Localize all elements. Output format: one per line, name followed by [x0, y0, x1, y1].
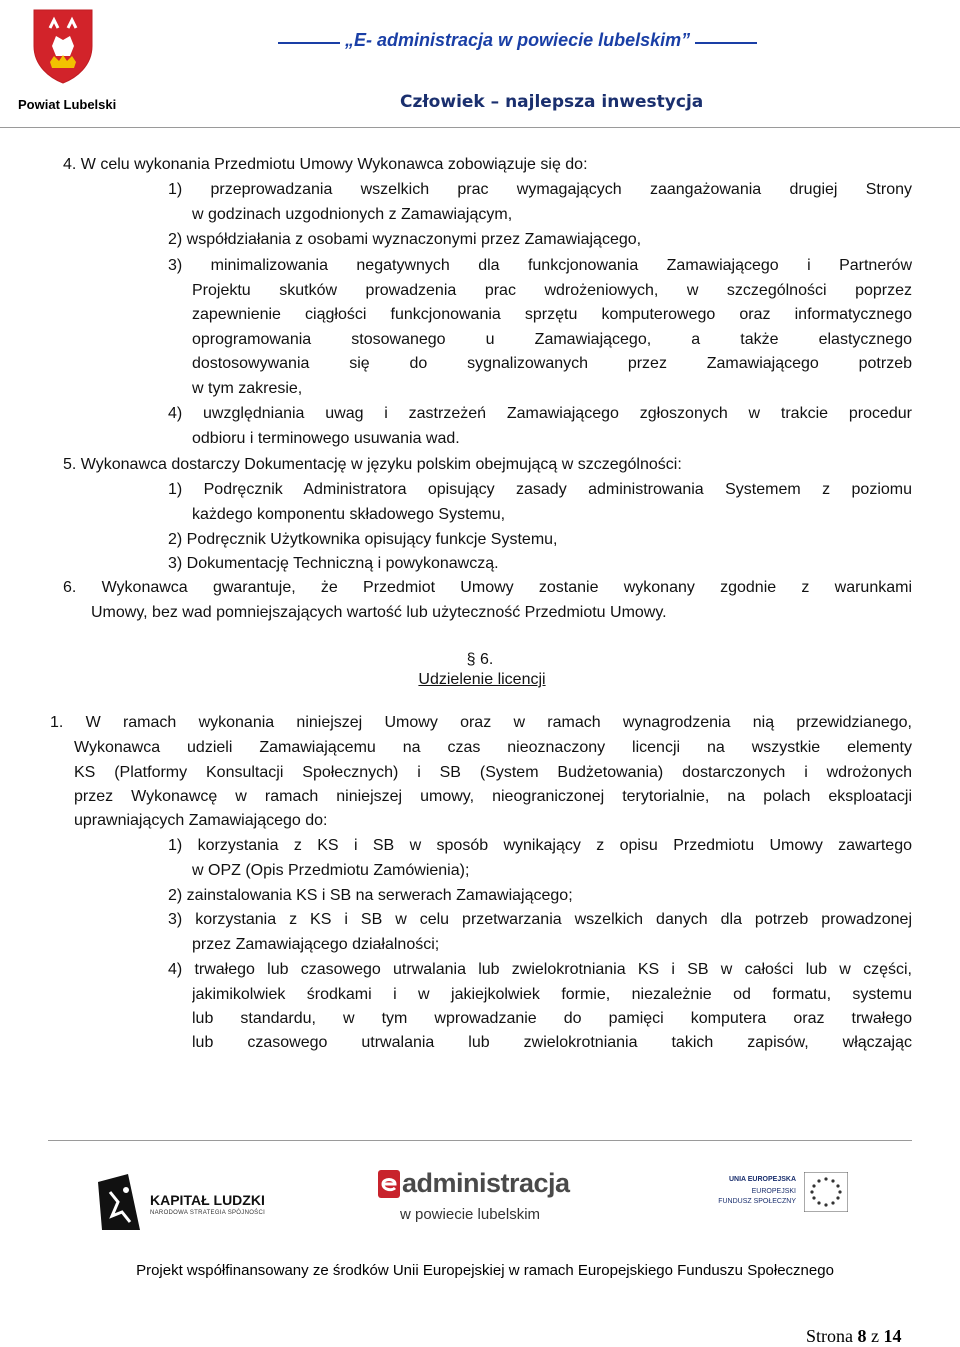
- list-item-cont: dostosowywania się do sygnalizowanych przez Zamawiającego potrzeb: [192, 355, 912, 372]
- page-current: 8: [857, 1326, 867, 1346]
- header-divider: [0, 127, 960, 128]
- page-label: Strona: [806, 1326, 853, 1346]
- list-item-cont: lub czasowego utrwalania lub zwielokrotniania takich zapisów, włączając: [192, 1034, 912, 1051]
- title-rule-right: [695, 42, 757, 44]
- section-title: Udzielenie licencji: [418, 671, 546, 688]
- kapital-ludzki-icon: [96, 1172, 142, 1232]
- eu-flag-icon: [804, 1172, 848, 1212]
- list-item-cont: Projektu skutków prowadzenia prac wdrożeniowych, w szczególności poprzez: [192, 282, 912, 299]
- license-paragraph-cont: przez Wykonawcę w ramach niniejszej umowy, nieograniczonej terytorialnie, na polach eksploatacji: [74, 788, 912, 805]
- coat-of-arms-icon: [30, 6, 96, 84]
- list-item-cont: przez Zamawiającego działalności;: [192, 936, 440, 953]
- kapital-ludzki-sub: NARODOWA STRATEGIA SPÓJNOŚCI: [150, 1210, 266, 1216]
- list-item-cont: każdego komponentu składowego Systemu,: [192, 506, 506, 523]
- e-administracja-name: administracja: [402, 1168, 570, 1198]
- list-item-cont: lub standardu, w tym wprowadzanie do pamięci komputera oraz trwałego: [192, 1010, 912, 1027]
- list-item: 2) zainstalowania KS i SB na serwerach Zamawiającego;: [168, 887, 573, 904]
- list-item-cont: w tym zakresie,: [192, 380, 303, 397]
- header-title: [278, 30, 757, 51]
- title-rule-left: [278, 42, 340, 44]
- page-total: 14: [883, 1326, 902, 1346]
- list-item: 1) Podręcznik Administratora opisujący zasady administrowania Systemem z poziomu: [168, 481, 912, 498]
- list-item: 4) uwzględniania uwag i zastrzeżeń Zamawiającego zgłoszonych w trakcie procedur: [168, 405, 912, 422]
- list-item: 3) minimalizowania negatywnych dla funkcjonowania Zamawiającego i Partnerów: [168, 257, 912, 274]
- header-subtitle: Człowiek – najlepsza inwestycja: [400, 92, 704, 112]
- list-item-cont: w godzinach uzgodnionych z Zamawiającym,: [192, 206, 513, 223]
- footer-project-note: Projekt współfinansowany ze środków Unii Europejskiej w ramach Europejskiego Funduszu Społecznego: [136, 1262, 834, 1279]
- paragraph-5-intro: 5. Wykonawca dostarczy Dokumentację w języku polskim obejmującą w szczególności:: [63, 456, 682, 473]
- paragraph-6-cont: Umowy, bez wad pomniejszających wartość lub użyteczność Przedmiotu Umowy.: [91, 604, 667, 621]
- page-counter: [806, 1326, 902, 1347]
- list-item-cont: oprogramowania stosowanego u Zamawiającego, a także elastycznego: [192, 331, 912, 348]
- e-administracja-logo: [378, 1168, 578, 1228]
- list-item-cont: jakimikolwiek środkami i w jakiejkolwiek formie, niezależnie od formatu, systemu: [192, 986, 912, 1003]
- list-item: 1) przeprowadzania wszelkich prac wymagających zaangażowania drugiej Strony: [168, 181, 912, 198]
- list-item: 2) współdziałania z osobami wyznaczonymi przez Zamawiającego,: [168, 231, 642, 248]
- paragraph-4-intro: 4. W celu wykonania Przedmiotu Umowy Wykonawca zobowiązuje się do:: [63, 156, 588, 173]
- list-item: 4) trwałego lub czasowego utrwalania lub zwielokrotniania KS i SB w całości lub w części,: [168, 961, 912, 978]
- kapital-ludzki-name: KAPITAŁ LUDZKI: [150, 1192, 265, 1208]
- e-administracja-icon: [378, 1170, 400, 1198]
- list-item: 3) korzystania z KS i SB w celu przetwarzania wszelkich danych dla potrzeb prowadzonej: [168, 911, 912, 928]
- list-item-cont: zapewnienie ciągłości funkcjonowania sprzętu komputerowego oraz informatycznego: [192, 306, 912, 323]
- list-item: 3) Dokumentację Techniczną i powykonawczą.: [168, 555, 499, 572]
- list-item-cont: w OPZ (Opis Przedmiotu Zamówienia);: [192, 862, 470, 879]
- eu-line1: UNIA EUROPEJSKA: [728, 1176, 796, 1183]
- list-item-cont: odbioru i terminowego usuwania wad.: [192, 430, 460, 447]
- list-item: 1) korzystania z KS i SB w sposób wynikający z opisu Przedmiotu Umowy zawartego: [168, 837, 912, 854]
- paragraph-6: 6. Wykonawca gwarantuje, że Przedmiot Umowy zostanie wykonany zgodnie z warunkami: [63, 579, 912, 596]
- eu-line3: FUNDUSZ SPOŁECZNY: [718, 1198, 796, 1205]
- eu-logo: [700, 1172, 860, 1216]
- header-title-text: „E- administracja w powiecie lubelskim”: [345, 30, 691, 50]
- license-paragraph-cont: Wykonawca udzieli Zamawiającemu na czas nieoznaczony licencji na wszystkie elementy: [74, 739, 912, 756]
- section-number: § 6.: [466, 651, 494, 668]
- license-paragraph-cont: KS (Platformy Konsultacji Społecznych) i SB (System Budżetowania) dostarczonych i wdrożonych: [74, 764, 912, 781]
- license-paragraph-cont: uprawniających Zamawiającego do:: [74, 812, 328, 829]
- license-paragraph: 1. W ramach wykonania niniejszej Umowy oraz w ramach wynagrodzenia nią przewidzianego,: [50, 714, 912, 731]
- county-name: Powiat Lubelski: [18, 97, 117, 112]
- eu-line2: EUROPEJSKI: [751, 1188, 796, 1195]
- e-administracja-sub: w powiecie lubelskim: [400, 1206, 541, 1223]
- kapital-ludzki-logo: [96, 1172, 316, 1232]
- list-item: 2) Podręcznik Użytkownika opisujący funkcje Systemu,: [168, 531, 558, 548]
- page-sep: z: [871, 1326, 879, 1346]
- footer-divider: [48, 1140, 912, 1141]
